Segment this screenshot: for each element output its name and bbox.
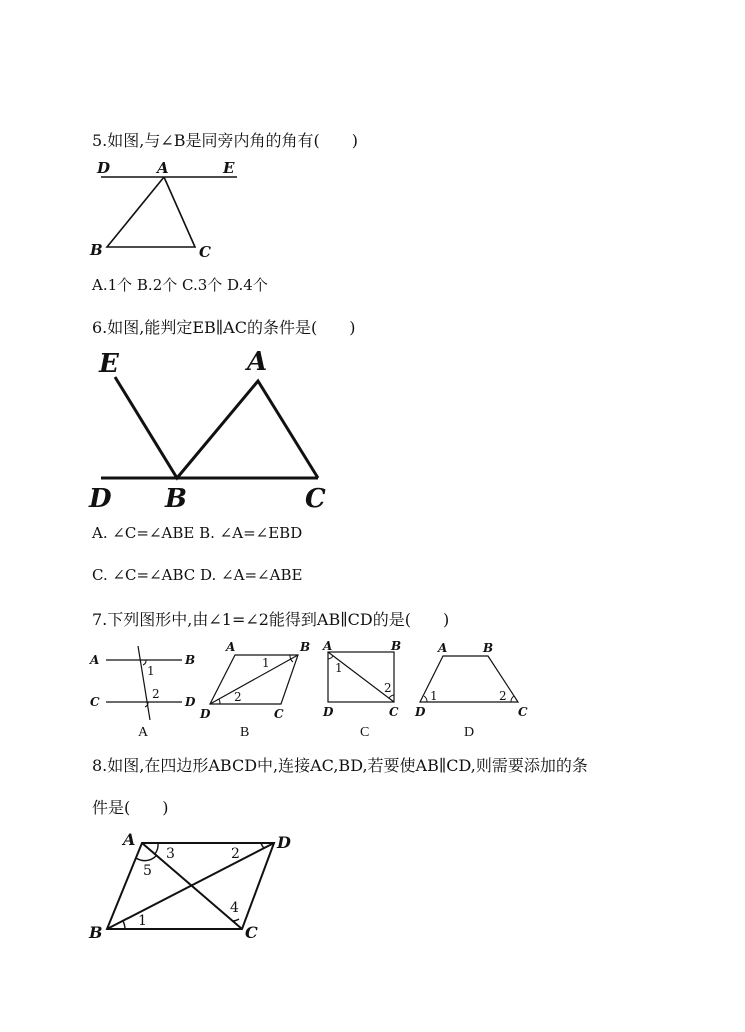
- q7d-caption: D: [464, 725, 475, 740]
- q5-options: A.1个 B.2个 C.3个 D.4个: [92, 276, 268, 294]
- q7c-label-b: B: [391, 639, 402, 653]
- q7d-label-d: D: [415, 705, 426, 719]
- q7-figure-d: [410, 637, 535, 740]
- q7b-caption: B: [240, 725, 250, 740]
- q7b-label-b: B: [300, 640, 311, 654]
- q7b-label-c: C: [274, 707, 284, 721]
- q7a-label-b: B: [185, 653, 196, 667]
- q6-label-a: A: [247, 347, 268, 377]
- q7c-label-a: A: [323, 639, 333, 653]
- q6-stem: 6.如图,能判定EB∥AC的条件是( ): [92, 318, 356, 337]
- q7b-label-d: D: [200, 707, 211, 721]
- q6-figure: [85, 345, 335, 515]
- q7a-angle-1: 1: [147, 664, 155, 678]
- q5-label-c: C: [199, 243, 211, 261]
- q5-stem: 5.如图,与∠B是同旁内角的角有( ): [92, 131, 359, 150]
- q7-figure-b: [198, 640, 316, 740]
- q5-label-d: D: [97, 159, 111, 177]
- q6-options-line1: A. ∠C=∠ABE B. ∠A=∠EBD: [92, 524, 303, 542]
- q7c-label-c: C: [389, 705, 399, 719]
- q7c-caption: C: [360, 725, 370, 740]
- q7-figure-c: [318, 637, 410, 740]
- q7a-caption: A: [138, 725, 149, 740]
- q8-stem-line2: 件是( ): [92, 798, 169, 817]
- q8-angle-2: 2: [231, 846, 240, 862]
- q8-label-a: A: [123, 830, 136, 849]
- q7b-angle-1: 1: [262, 656, 270, 670]
- q7-stem: 7.下列图形中,由∠1=∠2能得到AB∥CD的是( ): [92, 610, 450, 629]
- q7a-angle-2: 2: [152, 687, 160, 701]
- q7b-angle-2: 2: [234, 690, 242, 704]
- q7a-label-a: A: [90, 653, 100, 667]
- q7d-label-a: A: [438, 641, 448, 655]
- q7d-label-c: C: [518, 705, 528, 719]
- q6-label-e: E: [99, 349, 119, 379]
- q8-angle-3: 3: [166, 846, 175, 862]
- q7a-label-c: C: [90, 695, 100, 709]
- q6-options-line2: C. ∠C=∠ABC D. ∠A=∠ABE: [92, 566, 303, 584]
- q8-label-d: D: [277, 833, 291, 852]
- q8-label-c: C: [245, 923, 258, 942]
- q8-figure: [85, 828, 300, 946]
- q7d-label-b: B: [483, 641, 494, 655]
- q5-label-b: B: [90, 241, 103, 259]
- q8-angle-1: 1: [138, 913, 147, 929]
- q6-label-d: D: [89, 484, 112, 514]
- q6-label-b: B: [165, 484, 187, 514]
- q7c-angle-1: 1: [335, 661, 343, 675]
- q7b-label-a: A: [226, 640, 236, 654]
- q7c-label-d: D: [323, 705, 334, 719]
- q8-label-b: B: [89, 923, 103, 942]
- q8-angle-5: 5: [143, 863, 152, 879]
- q7-figure-a: [88, 640, 200, 740]
- q8-stem-line1: 8.如图,在四边形ABCD中,连接AC,BD,若要使AB∥CD,则需要添加的条: [92, 756, 588, 775]
- q7a-label-d: D: [185, 695, 196, 709]
- q6-label-c: C: [305, 484, 326, 514]
- q5-label-e: E: [223, 159, 235, 177]
- q8-angle-4: 4: [230, 900, 239, 916]
- q7d-angle-2: 2: [499, 689, 507, 703]
- q7d-angle-1: 1: [430, 689, 438, 703]
- q7c-angle-2: 2: [384, 681, 392, 695]
- q5-label-a: A: [157, 159, 169, 177]
- q5-figure: [85, 155, 255, 263]
